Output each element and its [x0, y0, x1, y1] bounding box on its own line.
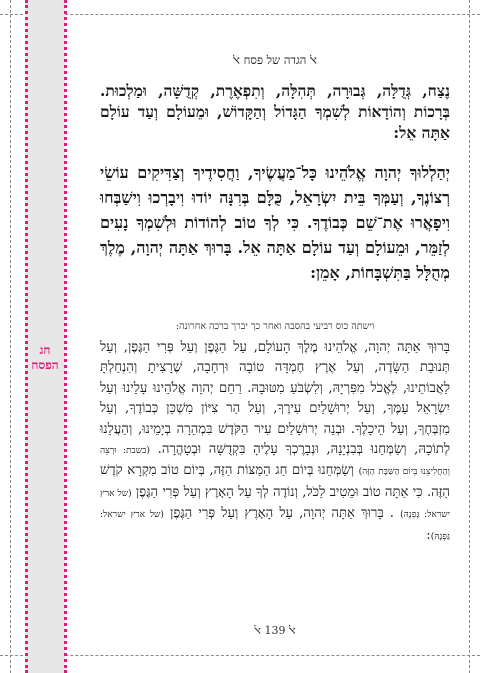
header-ornament-icon: ﭏ: [310, 53, 317, 67]
al-hagefen-blessing: [100, 338, 450, 547]
footer-ornament-icon: ﭏ: [254, 624, 261, 637]
header-ornament-icon: ﭏ: [233, 53, 240, 67]
blessing-praise: נֶצַח, גְּדֻלָּה, גְּבוּרָה, תְּהִלָּה, וְתִפְאֶרֶת, קְדֻשָּׁה, וּמַלְכוּת. בְּרָכוֹת וְהוֹדָאוֹת לְשִׁמְךָ הַגָּדוֹל וְהַקָּדוֹשׁ, וּמֵעוֹלָם וְעַד עוֹלָם אַתָּה אֵל:: [100, 81, 450, 142]
side-tab-strip: [25, 0, 65, 673]
al-hagefen-text: בָּרוּךְ אַתָּה יְהוָה, אֱלֹהֵינוּ מֶלֶךְ הָעוֹלָם, עַל הַגֶּפֶן וְעַל פְּרִי הַגֶּפֶן, וְעַל תְּנוּבַת הַשָּׂדֶה, וְעַל אֶרֶץ חֶמְדָּה טוֹבָה וּרְחָבָה, שֶׁרָצִיתָ וְהִנְחַלְתָּ לַאֲבוֹתֵינוּ, לֶאֱכֹל מִפִּרְיָהּ, וְלִשְׂבֹּעַ מִטּוּבָהּ. רַחֵם יְהוָה אֱלֹהֵינוּ עָלֵינוּ וְעַל יִשְׂרָאֵל עַמֶּךָ, וְעַל יְרוּשָׁלַיִם עִירֶךָ, וְעַל הַר צִיּוֹן מִשְׁכַּן כְּבוֹדֶךָ, וְעַל מִזְבְּחֶךָ, וְעַל הֵיכָלֶךָ. וּבְנֵה יְרוּשָׁלַיִם עִיר הַקֹּדֶשׁ בִּמְהֵרָה בְיָמֵינוּ, וְהַעֲלֵנוּ לְתוֹכָהּ, וְשַׂמְּחֵנוּ בְּבִנְיָנָהּ, וּנְבָרֶכְךָ עָלֶיהָ בִּקְדֻשָּׁה וּבְטָהֳרָה.: [100, 340, 450, 458]
instruction-note: וישתה כוס רביעי בהסבה ואחר כך יברך ברכה אחרונה:: [175, 321, 375, 332]
al-hagefen-text-3: . בָּרוּךְ אַתָּה יְהוָה, עַל הָאָרֶץ וְעַל פְּרִי הַגֶּפֶן: [170, 506, 394, 522]
crop-line-right: [469, 0, 470, 673]
side-tab-label: [25, 343, 65, 373]
israel-note-1: (של ארץ ישראל: גַּפְנָהּ): [100, 488, 450, 521]
shabbat-note: (בשבת: וּרְצֵה וְהַחֲלִיצֵנוּ בְּיוֹם הַשַּׁבָּת הַזֶּה): [100, 446, 450, 478]
tab-divider-right: [64, 0, 67, 673]
page-footer: [100, 624, 450, 637]
yehalelucha-paragraph: יְהַלְלוּךָ יְהוָה אֱלֹהֵינוּ כָּל־מַעֲשֶׂיךָ, וַחֲסִידֶיךָ וְצַדִּיקִים עוֹשֵׂי רְצוֹנֶךָ, וְעַמְּךָ בֵּית יִשְׂרָאֵל, כֻּלָּם בְּרִנָּה יוֹדוּ וִיבָרְכוּ וִישַׁבְּחוּ וִיפָאֲרוּ אֶת־שֵׁם כְּבוֹדֶךָ. כִּי לְךָ טוֹב לְהוֹדוֹת וּלְשִׁמְךָ נָעִים לְזַמֵּר, וּמֵעוֹלָם וְעַד עוֹלָם אַתָּה אֵל. בָּרוּךְ אַתָּה יְהוָה, מֶלֶךְ מְהֻלָּל בַּתִּשְׁבָּחוֹת, אָמֵן:: [100, 163, 450, 282]
crop-line-left: [10, 0, 11, 673]
crop-line-top: [0, 14, 480, 15]
page-header: [100, 53, 450, 67]
israel-note-2: (של ארץ ישראל: גַּפְנָהּ): [100, 510, 450, 542]
side-tab-line1: חג: [39, 343, 51, 357]
crop-line-bottom: [0, 655, 480, 656]
al-hagefen-text-2: וְשַׂמְּחֵנוּ בְּיוֹם חַג הַמַּצּוֹת הַזֶּה, בְּיוֹם טוֹב מִקְרָא קֹדֶשׁ הַזֶּה. כִּי אַתָּה טוֹב וּמֵטִיב לַכֹּל, וְנוֹדֶה לְךָ עַל הָאָרֶץ וְעַל פְּרִי הַגֶּפֶן: [100, 463, 450, 500]
footer-ornament-icon: ﭏ: [289, 624, 296, 637]
side-tab-line2: הפסח: [31, 358, 59, 372]
tab-divider-left: [25, 0, 28, 673]
page-number: 139: [264, 624, 286, 637]
page-title: הגדה של פסח: [243, 53, 307, 67]
colon-mark: :: [426, 527, 431, 543]
